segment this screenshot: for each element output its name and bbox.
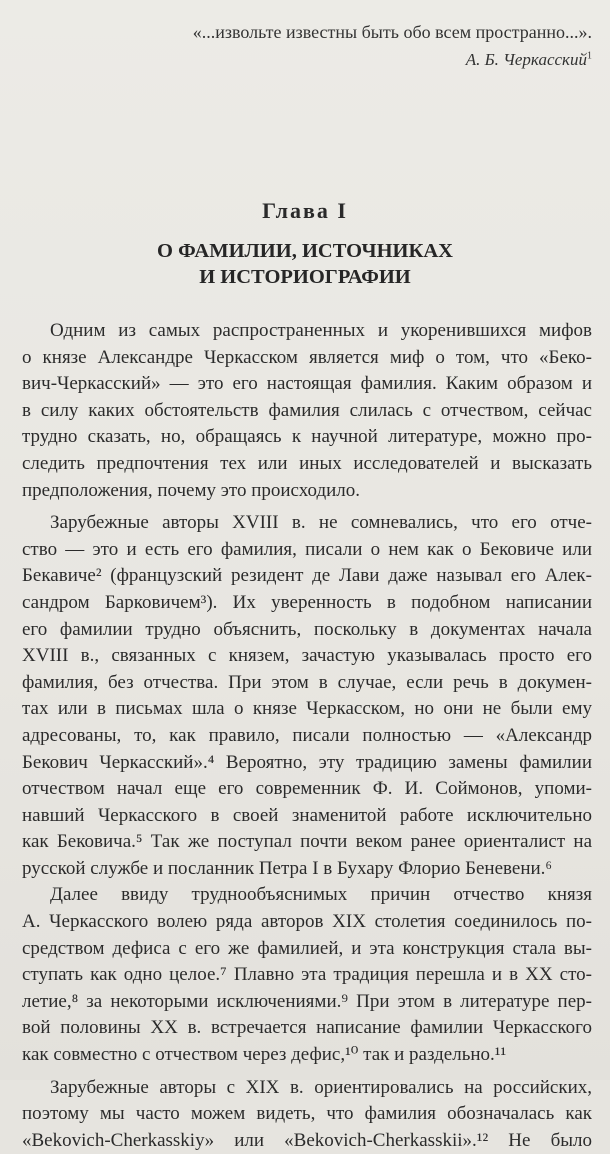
text-line: вой половины XX в. встречается написание фамилии Черкасского (22, 1017, 592, 1039)
text-line: ступать как одно целое.⁷ Плавно эта традиция перешла и в XX сто- (22, 964, 592, 986)
text-line: трудно сказать, но, обращаясь к научной литературе, можно про- (22, 426, 592, 448)
text-line: Бекавиче² (французский резидент де Лави даже называл его Алек- (22, 565, 592, 587)
text-line: как совместно с отчеством через дефис,¹⁰ так и раздельно.¹¹ (22, 1044, 507, 1066)
epigraph-author-name: А. Б. Черкасский (465, 50, 587, 69)
text-line: русской службе и посланник Петра I в Бухару Флорио Беневени.⁶ (22, 857, 553, 879)
text-line: адресованы, то, как правило, писали полностью — «Александр (22, 724, 592, 746)
text-line: Зарубежные авторы XVIII в. не сомневались, что его отче- (50, 512, 592, 534)
chapter-heading: Глава I (262, 198, 348, 223)
text-line: А. Черкасского волею ряда авторов XIX столетия соединилось по- (22, 911, 592, 933)
text-line: предположения, почему это происходило. (22, 479, 361, 501)
body-text (22, 318, 592, 1154)
text-line: вич-Черкасский» — это его настоящая фамилия. Каким образом и (22, 373, 592, 395)
text-line: сандром Барковичем³). Их уверенность в подобном написании (22, 591, 592, 613)
text-line: его фамилии трудно объяснить, поскольку в документах начала (22, 618, 592, 640)
text-line: XVIII в., связанных с князем, зачастую указывалась просто его (22, 645, 592, 667)
text-line: средством дефиса с его же фамилией, и эта конструкция стала вы- (22, 937, 592, 959)
text-line: Зарубежные авторы с XIX в. ориентировались на российских, (50, 1076, 592, 1098)
text-line: Бекович Черкасский».⁴ Вероятно, эту традицию замены фамилии (22, 751, 592, 773)
text-line: в силу каких обстоятельств фамилия слилась с отчеством, сейчас (22, 399, 592, 421)
text-line: как Бековича.⁵ Так же поступал почти веком ранее ориенталист на (22, 831, 592, 853)
text-line: навший Черкасского в своей знаменитой работе исключительно (22, 804, 592, 826)
text-line: фамилия, без отчества. При этом в случае, если речь в докумен- (22, 671, 592, 693)
text-line: летие,⁸ за некоторыми исключениями.⁹ При этом в литературе пер- (22, 990, 592, 1012)
epigraph-footnote-mark: 1 (587, 50, 592, 62)
chapter-title (0, 238, 610, 290)
text-line: поэтому мы часто можем видеть, что фамилия обозначалась как (22, 1103, 592, 1125)
text-line: тах или в письмах шла о князе Черкасском, но они не были ему (22, 698, 592, 720)
text-line: ство — это и есть его фамилия, писали о нем как о Бековиче или (22, 538, 592, 560)
text-line: отчеством начал еще его современник Ф. И. Соймонов, упоми- (22, 778, 592, 800)
chapter-title-line-2: И ИСТОРИОГРАФИИ (199, 266, 411, 288)
chapter-title-line-1: О ФАМИЛИИ, ИСТОЧНИКАХ (157, 240, 453, 262)
text-line: Одним из самых распространенных и укоренившихся мифов (50, 320, 592, 341)
text-line: следить предпочтения тех или иных исследователей и высказать (22, 452, 592, 474)
epigraph-author (122, 46, 592, 74)
text-line: о князе Александре Черкасском является миф о том, что «Беко- (22, 346, 592, 368)
text-line: Далее ввиду труднообъяснимых причин отчество князя (50, 884, 592, 906)
epigraph (122, 18, 592, 74)
text-line: «Bekovich-Cherkasskiy» или «Bekovich-Cherkasskii».¹² Не было (22, 1129, 592, 1151)
epigraph-quote: «...извольте известны быть обо всем пространно...». (192, 22, 592, 42)
